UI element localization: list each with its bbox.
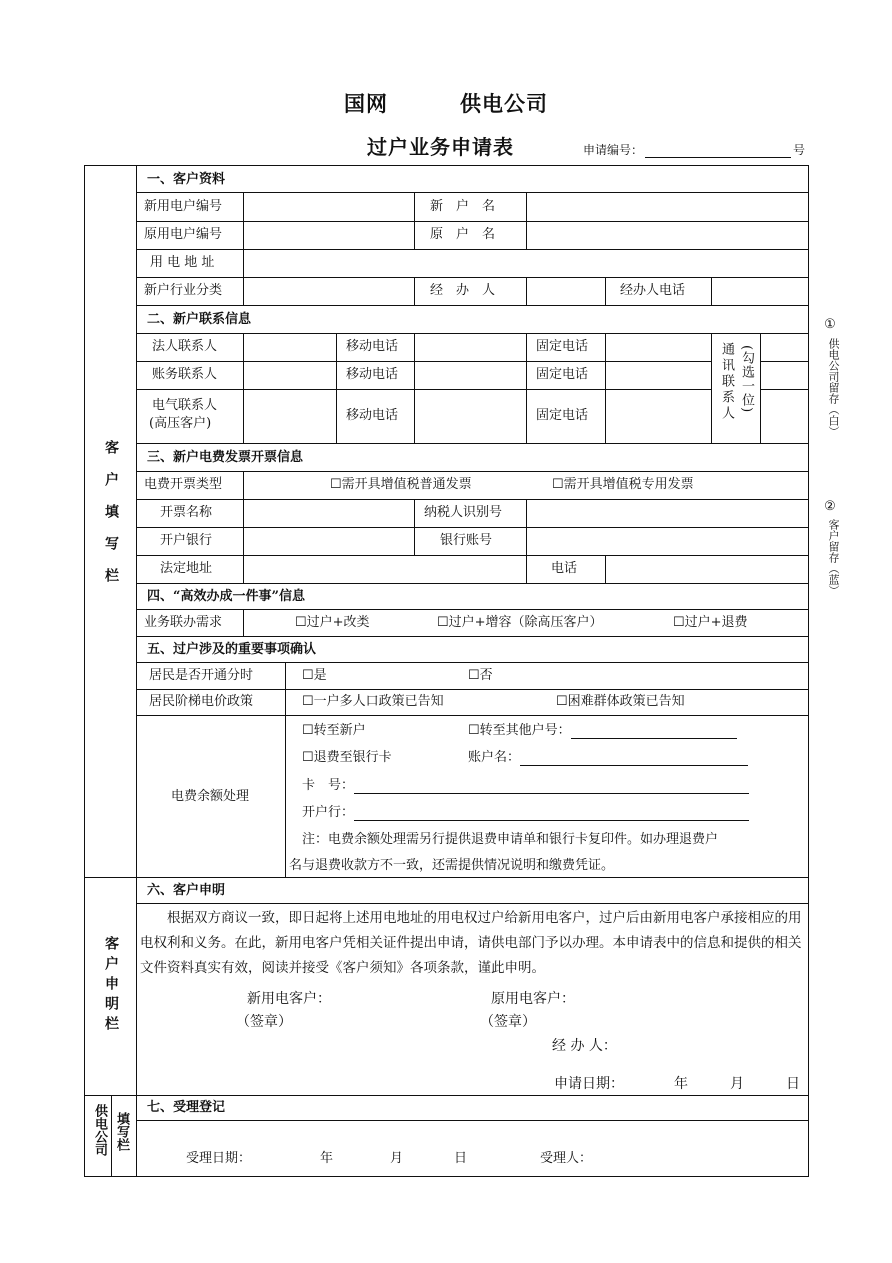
- account-name-field[interactable]: 账户名：: [468, 750, 748, 766]
- bank-acct-label: 银行账号: [440, 533, 493, 548]
- section2-title: 二、新户联系信息: [147, 312, 252, 327]
- new-customer-label: 新用电客户：: [247, 991, 331, 1007]
- application-number-line[interactable]: [645, 145, 791, 158]
- copy2-number: ②: [824, 499, 836, 514]
- accept-month: 月: [390, 1151, 404, 1166]
- section7-title: 七、受理登记: [147, 1100, 226, 1115]
- side-customer-fill: 客户填写栏: [103, 440, 119, 600]
- fixed-label: 固定电话: [536, 367, 589, 382]
- phone-label: 电话: [551, 561, 578, 576]
- side-company: 供电公司: [92, 1104, 107, 1156]
- invoice-type-label: 电费开票类型: [144, 477, 223, 492]
- tier-label: 居民阶梯电价政策: [149, 694, 254, 709]
- legal-addr-label: 法定地址: [160, 561, 213, 576]
- industry-label: 新户行业分类: [144, 283, 223, 298]
- declaration-text: 根据双方商议一致，即日起将上述用电地址的用电权过户给新用电客户，过户后由新用电客户承接相应的用电权利和义务。在此，新用电客户凭相关证件提出申请，请供电部门予以办理。本申请表中的信息和提供的相关文件资料真实有效，阅读并接受《客户须知》各项条款，谨此申明。: [140, 910, 802, 976]
- card-number-field[interactable]: 卡 号：: [302, 778, 749, 794]
- special-invoice-checkbox[interactable]: ☐需开具增值税专用发票: [552, 477, 694, 492]
- bank-label: 开户银行: [160, 533, 213, 548]
- timeshare-no[interactable]: ☐否: [468, 668, 493, 683]
- apply-month: 月: [730, 1076, 744, 1092]
- copy1-note: 供电公司留存（白）: [827, 338, 840, 437]
- copy1-number: ①: [824, 317, 836, 332]
- fixed-label: 固定电话: [536, 339, 589, 354]
- fixed-label: 固定电话: [536, 408, 589, 423]
- old-acct-label: 原用电户编号: [144, 227, 223, 242]
- copy2-note: 客户留存（蓝）: [827, 519, 840, 596]
- elec-contact-label: 电气联系人: [152, 398, 218, 413]
- section5-title: 五、过户涉及的重要事项确认: [147, 642, 317, 657]
- finance-contact-label: 账务联系人: [152, 367, 218, 382]
- new-acct-label: 新用电户编号: [144, 199, 223, 214]
- old-name-label: 原 户 名: [430, 227, 496, 242]
- old-customer-seal: （签章）: [480, 1014, 536, 1030]
- section1-title: 一、客户资料: [147, 172, 226, 187]
- accept-day: 日: [454, 1151, 468, 1166]
- legal-contact-label: 法人联系人: [152, 339, 218, 354]
- accept-date-label: 受理日期：: [186, 1151, 252, 1166]
- acceptor-label: 受理人：: [540, 1151, 593, 1166]
- biz-option-2[interactable]: ☐过户+增容（除高压客户）: [437, 615, 603, 630]
- application-number: 申请编号： 号: [583, 143, 806, 157]
- old-customer-label: 原用电客户：: [491, 991, 575, 1007]
- form-title: 国网 供电公司: [344, 92, 548, 116]
- apply-year: 年: [674, 1076, 688, 1092]
- new-customer-seal: （签章）: [236, 1014, 292, 1030]
- form-subtitle: 过户业务申请表: [367, 135, 514, 159]
- side-customer-declaration: 客户申明栏: [103, 936, 119, 1036]
- open-bank-field[interactable]: 开户行：: [302, 805, 749, 821]
- section3-title: 三、新户电费发票开票信息: [147, 450, 304, 465]
- contact-vertical-label: 通讯联系人: [719, 342, 734, 422]
- biz-label: 业务联办需求: [144, 615, 223, 630]
- balance-label: 电费余额处理: [171, 789, 250, 804]
- to-new-account[interactable]: ☐转至新户: [302, 723, 366, 738]
- handler2-label: 经 办 人：: [552, 1038, 617, 1054]
- apply-date-label: 申请日期：: [554, 1076, 624, 1092]
- tier-option-1[interactable]: ☐一户多人口政策已告知: [302, 694, 444, 709]
- mobile-label: 移动电话: [346, 339, 399, 354]
- apply-day: 日: [786, 1076, 800, 1092]
- accept-year: 年: [320, 1151, 334, 1166]
- mobile-label: 移动电话: [346, 408, 399, 423]
- new-name-label: 新 户 名: [430, 199, 496, 214]
- balance-note-2: 名与退费收款方不一致，还需提供情况说明和缴费凭证。: [289, 858, 615, 873]
- normal-invoice-checkbox[interactable]: ☐需开具增值税普通发票: [330, 477, 472, 492]
- side-company-fill: 填写栏: [114, 1112, 129, 1151]
- timeshare-label: 居民是否开通分时: [149, 668, 254, 683]
- biz-option-1[interactable]: ☐过户+改类: [295, 615, 370, 630]
- invoice-name-label: 开票名称: [160, 505, 213, 520]
- section4-title: 四、“高效办成一件事”信息: [147, 589, 305, 604]
- to-other-account[interactable]: ☐转至其他户号：: [468, 723, 737, 739]
- tier-option-2[interactable]: ☐困难群体政策已告知: [556, 694, 685, 709]
- section6-title: 六、客户申明: [147, 883, 226, 898]
- handler-label: 经 办 人: [430, 283, 496, 298]
- balance-note-1: 注：电费余额处理需另行提供退费申请单和银行卡复印件。如办理退费户: [302, 832, 719, 847]
- address-label: 用 电 地 址: [150, 255, 215, 270]
- handler-phone-label: 经办人电话: [620, 283, 686, 298]
- timeshare-yes[interactable]: ☐是: [302, 668, 327, 683]
- mobile-label: 移动电话: [346, 367, 399, 382]
- elec-contact-note: (高压客户): [149, 416, 212, 431]
- contact-choose-note: (勾选一位): [739, 345, 754, 414]
- refund-to-card[interactable]: ☐退费至银行卡: [302, 750, 392, 765]
- taxpayer-label: 纳税人识别号: [424, 505, 503, 520]
- biz-option-3[interactable]: ☐过户+退费: [673, 615, 748, 630]
